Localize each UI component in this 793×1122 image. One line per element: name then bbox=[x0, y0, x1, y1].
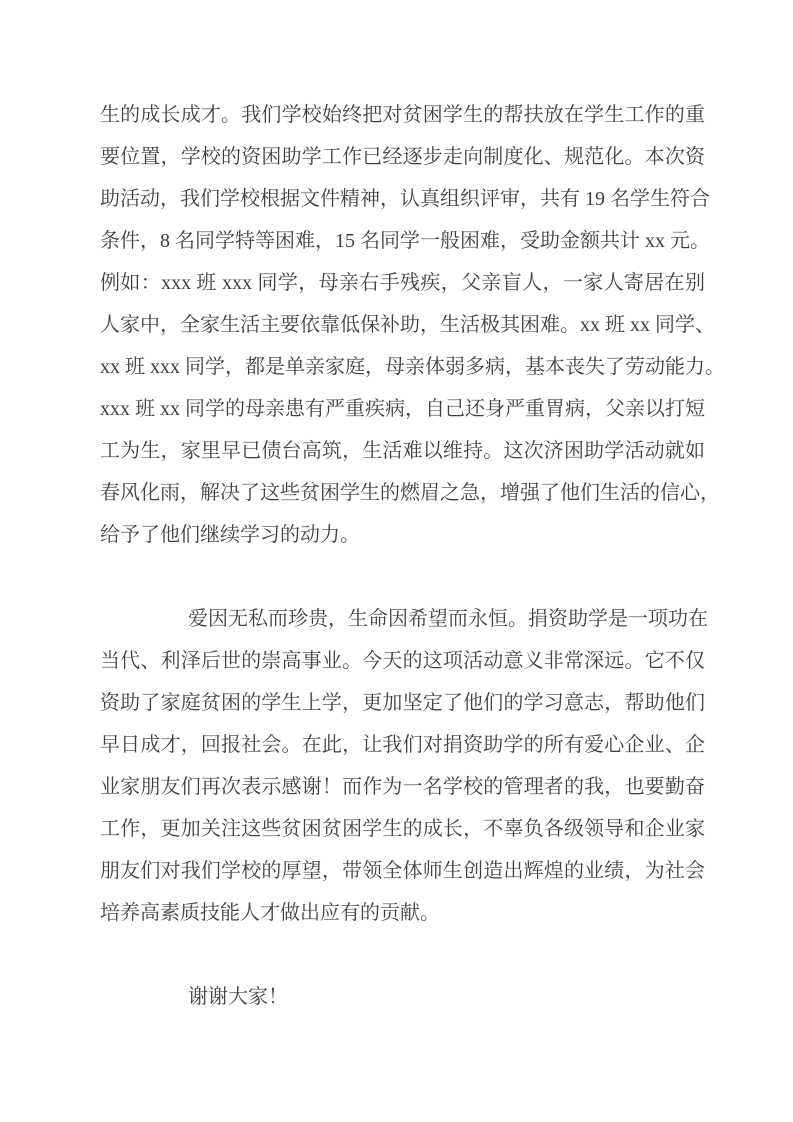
text-line: 早日成才，回报社会。在此，让我们对捐资助学的所有爱心企业、企 bbox=[100, 734, 705, 756]
text-line: 业家朋友们再次表示感谢！而作为一名学校的管理者的我，也要勤奋 bbox=[100, 776, 705, 798]
paragraph bbox=[100, 976, 705, 1018]
text-line: 春风化雨，解决了这些贫困学生的燃眉之急，增强了他们生活的信心， bbox=[100, 482, 720, 504]
text-line: 谢谢大家！ bbox=[188, 986, 288, 1008]
text-line: xx 班 xxx 同学，都是单亲家庭，母亲体弱多病，基本丧失了劳动能力。 bbox=[100, 356, 725, 378]
text-line: 人家中，全家生活主要依靠低保补助，生活极其困难。xx 班 xx 同学、 bbox=[100, 314, 715, 336]
text-line: 当代、利泽后世的崇高事业。今天的这项活动意义非常深远。它不仅 bbox=[100, 650, 705, 672]
text-line: xxx 班 xx 同学的母亲患有严重疾病，自己还身严重胃病，父亲以打短 bbox=[100, 398, 705, 420]
paragraph bbox=[100, 598, 708, 934]
text-line: 例如：xxx 班 xxx 同学，母亲右手残疾，父亲盲人，一家人寄居在别 bbox=[100, 272, 705, 294]
text-line: 要位置，学校的资困助学工作已经逐步走向制度化、规范化。本次资 bbox=[100, 146, 705, 168]
text-line: 条件，8 名同学特等困难，15 名同学一般困难，受助金额共计 xx 元。 bbox=[100, 230, 710, 252]
text-line: 工为生，家里早已债台高筑，生活难以维持。这次济困助学活动就如 bbox=[100, 440, 705, 462]
paragraph bbox=[100, 94, 725, 556]
text-line: 工作，更加关注这些贫困贫困学生的成长，不辜负各级领导和企业家 bbox=[100, 818, 705, 840]
text-line: 资助了家庭贫困的学生上学，更加坚定了他们的学习意志，帮助他们 bbox=[100, 692, 705, 714]
text-line: 给予了他们继续学习的动力。 bbox=[100, 524, 360, 546]
text-line: 爱因无私而珍贵，生命因希望而永恒。捐资助学是一项功在 bbox=[188, 608, 708, 630]
text-line: 朋友们对我们学校的厚望，带领全体师生创造出辉煌的业绩，为社会 bbox=[100, 860, 705, 882]
text-line: 培养高素质技能人才做出应有的贡献。 bbox=[100, 902, 440, 924]
text-line: 助活动，我们学校根据文件精神，认真组织评审，共有 19 名学生符合 bbox=[100, 188, 710, 210]
text-line: 生的成长成才。我们学校始终把对贫困学生的帮扶放在学生工作的重 bbox=[100, 104, 705, 126]
